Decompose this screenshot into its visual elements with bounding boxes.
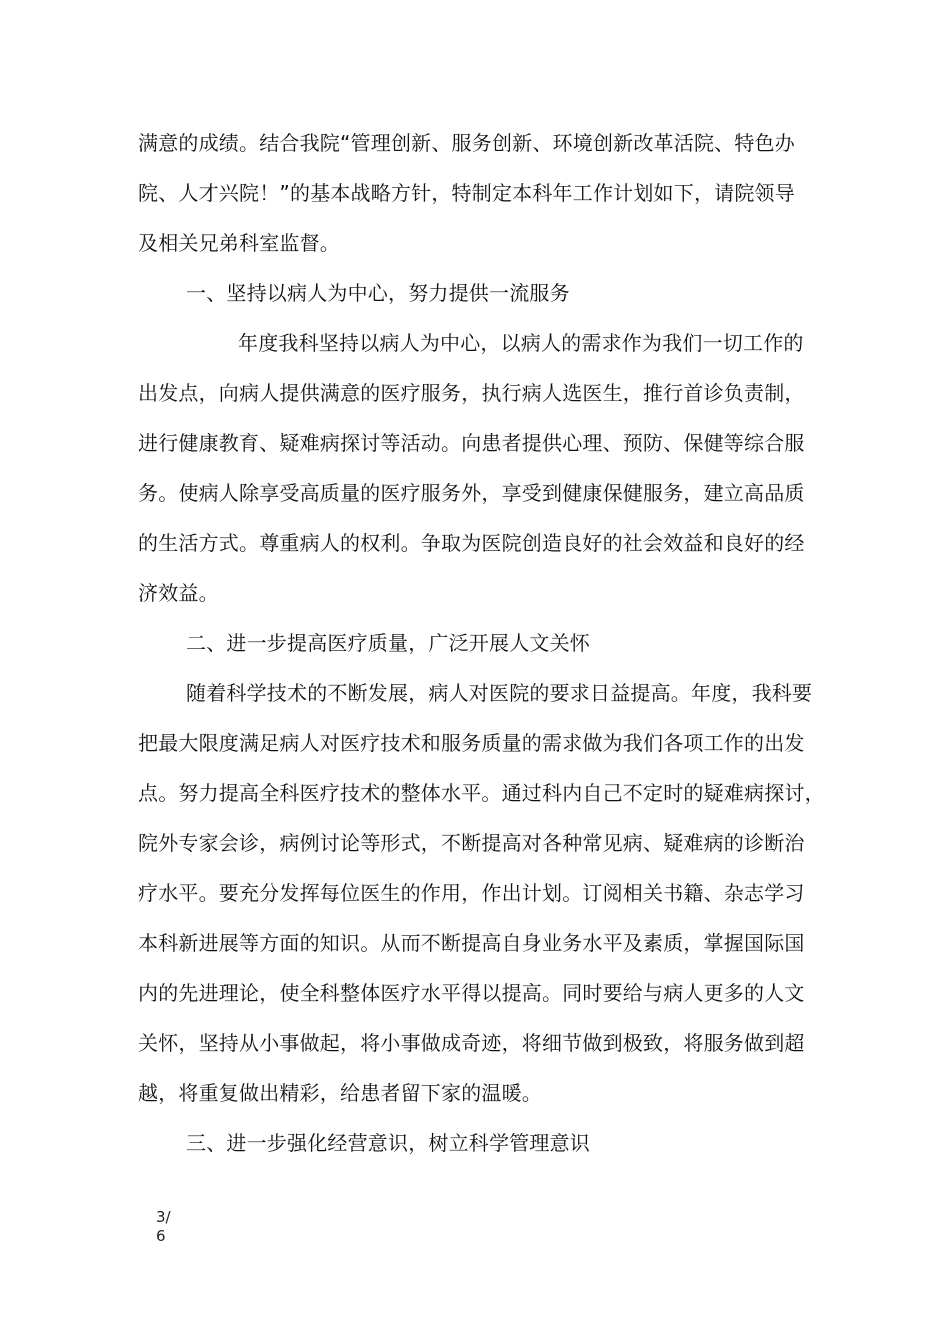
- section-heading-2: 二、进一步提高医疗质量，广泛开展人文关怀: [186, 631, 590, 655]
- body-text-line: 随着科学技术的不断发展，病人对医院的要求日益提高。年度，我科要: [186, 681, 813, 705]
- body-text-line: 院外专家会诊，病例讨论等形式，不断提高对各种常见病、疑难病的诊断治: [138, 831, 805, 855]
- body-text-line: 的生活方式。尊重病人的权利。争取为医院创造良好的社会效益和良好的经: [138, 531, 805, 555]
- section-heading-1: 一、坚持以病人为中心，努力提供一流服务: [186, 281, 570, 305]
- body-text-line: 出发点，向病人提供满意的医疗服务，执行病人选医生，推行首诊负责制，: [138, 381, 805, 405]
- body-text-line: 进行健康教育、疑难病探讨等活动。向患者提供心理、预防、保健等综合服: [138, 431, 805, 455]
- body-text-line: 越，将重复做出精彩，给患者留下家的温暖。: [138, 1081, 542, 1105]
- body-text-line: 及相关兄弟科室监督。: [138, 231, 340, 255]
- body-text-line: 点。努力提高全科医疗技术的整体水平。通过科内自己不定时的疑难病探讨，: [138, 781, 825, 805]
- body-text-line: 务。使病人除享受高质量的医疗服务外，享受到健康保健服务，建立高品质: [138, 481, 805, 505]
- body-text-line: 内的先进理论，使全科整体医疗水平得以提高。同时要给与病人更多的人文: [138, 981, 805, 1005]
- body-text-line: 院、人才兴院！”的基本战略方针，特制定本科年工作计划如下，请院领导: [138, 181, 795, 205]
- body-text-line: 疗水平。要充分发挥每位医生的作用，作出计划。订阅相关书籍、杂志学习: [138, 881, 805, 905]
- section-heading-3: 三、进一步强化经营意识，树立科学管理意识: [186, 1131, 590, 1155]
- body-text-line: 关怀，坚持从小事做起，将小事做成奇迹，将细节做到极致，将服务做到超: [138, 1031, 805, 1055]
- page-number: [156, 1208, 171, 1246]
- body-text-line: 满意的成绩。结合我院“管理创新、服务创新、环境创新改革活院、特色办: [138, 131, 795, 155]
- body-text-line: 本科新进展等方面的知识。从而不断提高自身业务水平及素质，掌握国际国: [138, 931, 805, 955]
- body-text-line: 年度我科坚持以病人为中心，以病人的需求作为我们一切工作的: [238, 331, 804, 355]
- body-text-line: 济效益。: [138, 581, 219, 605]
- page-number-total: 6: [156, 1227, 166, 1245]
- body-text-line: 把最大限度满足病人对医疗技术和服务质量的需求做为我们各项工作的出发: [138, 731, 805, 755]
- page-number-current: 3/: [156, 1208, 171, 1226]
